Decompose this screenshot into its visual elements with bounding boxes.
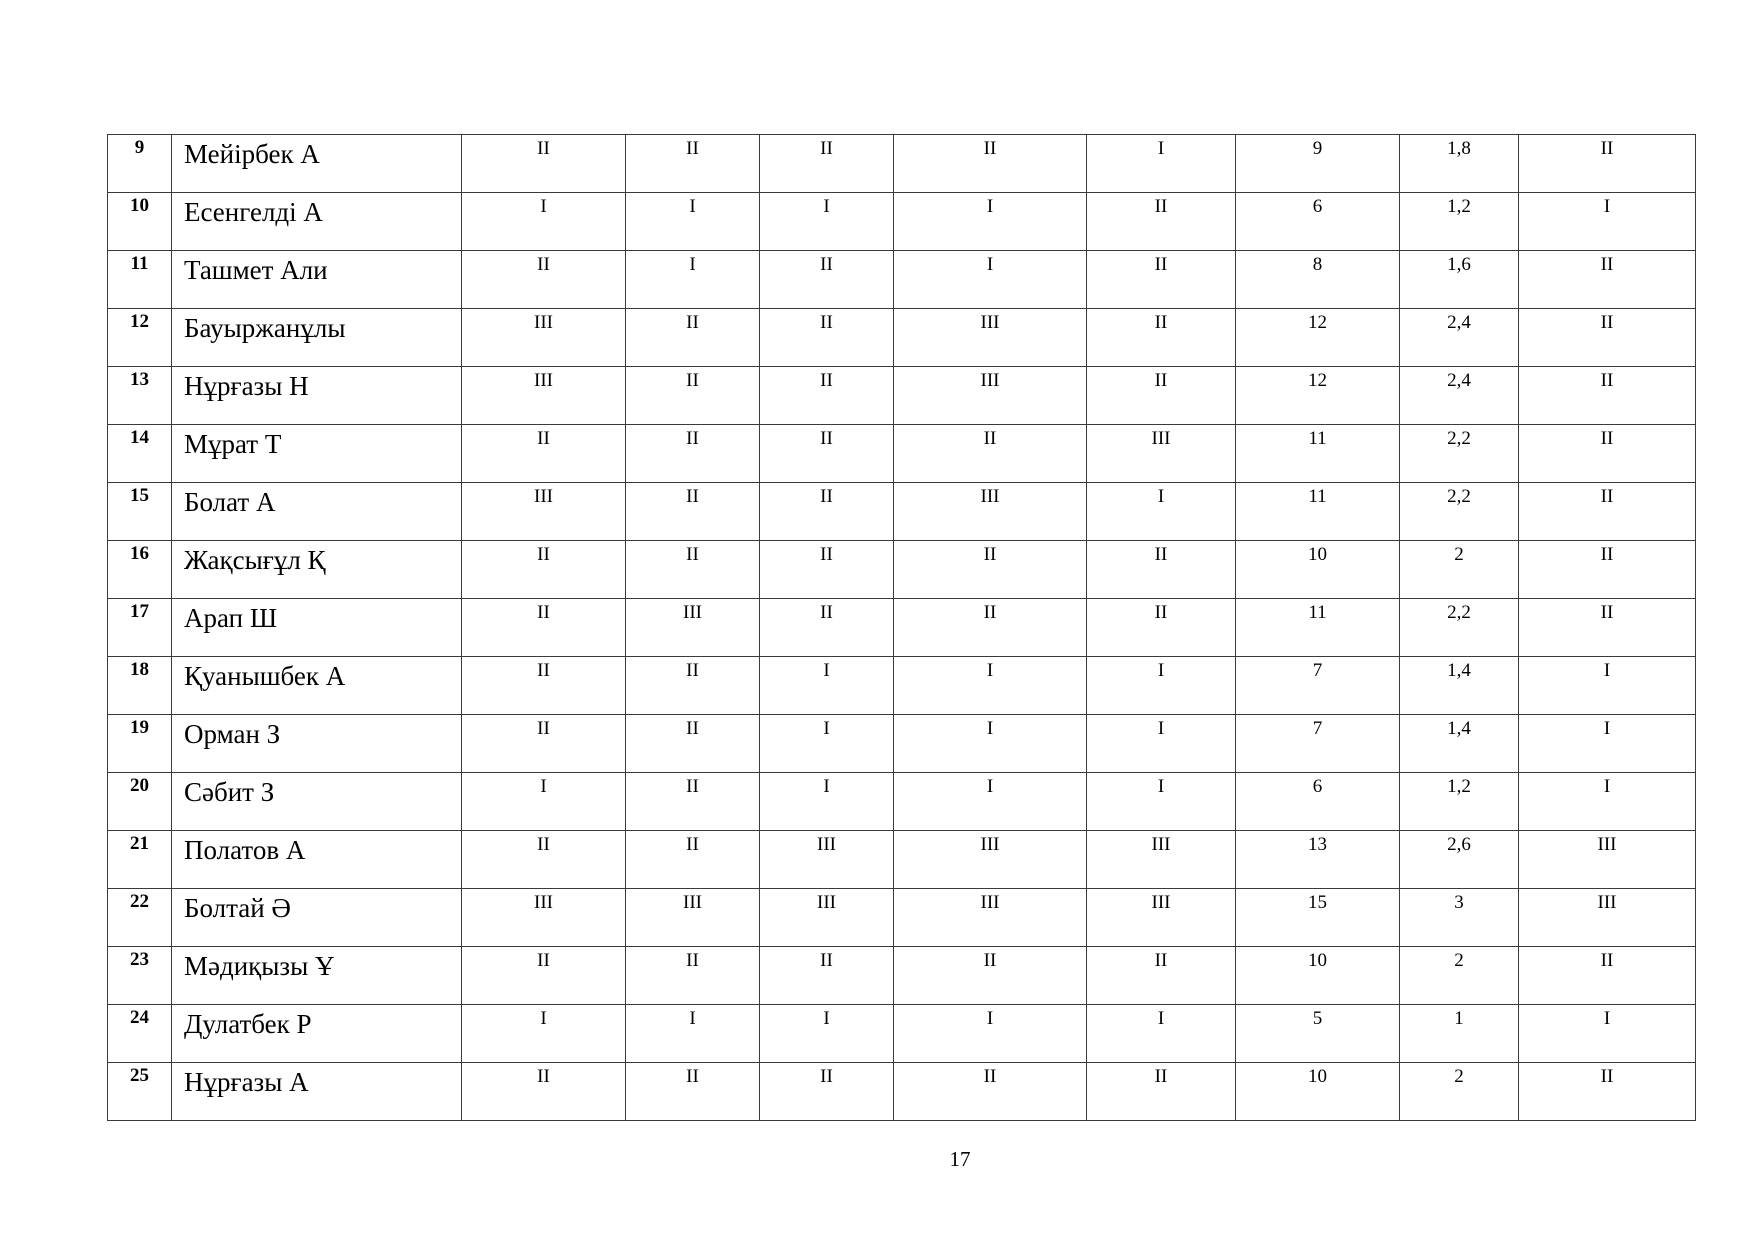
row-number-cell: 22 xyxy=(108,889,172,947)
table-row xyxy=(108,483,1696,541)
value-cell: II xyxy=(1087,1063,1236,1121)
value-cell: 2 xyxy=(1400,1063,1519,1121)
value-cell: II xyxy=(1087,541,1236,599)
value-cell: III xyxy=(462,367,626,425)
table-row xyxy=(108,367,1696,425)
value-cell: III xyxy=(462,483,626,541)
value-cell: I xyxy=(1087,483,1236,541)
value-cell: II xyxy=(1087,367,1236,425)
value-cell: II xyxy=(894,135,1087,193)
value-cell: II xyxy=(760,1063,894,1121)
value-cell: III xyxy=(894,831,1087,889)
student-name-cell: Сәбит З xyxy=(172,773,462,831)
value-cell: 1,4 xyxy=(1400,715,1519,773)
value-cell: II xyxy=(760,425,894,483)
value-cell: II xyxy=(462,599,626,657)
value-cell: II xyxy=(626,657,760,715)
table-row xyxy=(108,135,1696,193)
value-cell: II xyxy=(1519,947,1696,1005)
value-cell: II xyxy=(894,947,1087,1005)
value-cell: II xyxy=(626,1063,760,1121)
table-row xyxy=(108,889,1696,947)
value-cell: 7 xyxy=(1236,657,1400,715)
student-name-cell: Қуанышбек А xyxy=(172,657,462,715)
value-cell: II xyxy=(626,831,760,889)
student-name-cell: Мұрат Т xyxy=(172,425,462,483)
value-cell: I xyxy=(894,715,1087,773)
table-row xyxy=(108,715,1696,773)
value-cell: II xyxy=(760,309,894,367)
student-name-cell: Арап Ш xyxy=(172,599,462,657)
table-body xyxy=(108,135,1696,1121)
value-cell: II xyxy=(760,483,894,541)
row-number-cell: 16 xyxy=(108,541,172,599)
value-cell: II xyxy=(894,1063,1087,1121)
value-cell: 2 xyxy=(1400,541,1519,599)
value-cell: 2,6 xyxy=(1400,831,1519,889)
value-cell: 5 xyxy=(1236,1005,1400,1063)
value-cell: III xyxy=(760,831,894,889)
value-cell: II xyxy=(1519,483,1696,541)
value-cell: II xyxy=(462,831,626,889)
table-row xyxy=(108,1063,1696,1121)
value-cell: I xyxy=(1519,193,1696,251)
value-cell: II xyxy=(626,135,760,193)
value-cell: 10 xyxy=(1236,1063,1400,1121)
value-cell: II xyxy=(626,773,760,831)
value-cell: III xyxy=(1087,831,1236,889)
value-cell: III xyxy=(626,599,760,657)
value-cell: II xyxy=(462,541,626,599)
value-cell: II xyxy=(462,251,626,309)
student-name-cell: Орман З xyxy=(172,715,462,773)
value-cell: 10 xyxy=(1236,541,1400,599)
value-cell: II xyxy=(760,367,894,425)
student-name-cell: Мәдиқызы Ұ xyxy=(172,947,462,1005)
table-row xyxy=(108,947,1696,1005)
table-row xyxy=(108,251,1696,309)
value-cell: III xyxy=(1087,889,1236,947)
value-cell: I xyxy=(894,251,1087,309)
value-cell: I xyxy=(1519,1005,1696,1063)
value-cell: II xyxy=(462,135,626,193)
value-cell: II xyxy=(626,715,760,773)
value-cell: II xyxy=(462,657,626,715)
row-number-cell: 15 xyxy=(108,483,172,541)
results-table xyxy=(107,134,1696,1121)
value-cell: II xyxy=(1519,1063,1696,1121)
value-cell: II xyxy=(626,947,760,1005)
table-row xyxy=(108,1005,1696,1063)
value-cell: 9 xyxy=(1236,135,1400,193)
value-cell: 1,2 xyxy=(1400,193,1519,251)
table-row xyxy=(108,773,1696,831)
value-cell: I xyxy=(894,193,1087,251)
value-cell: II xyxy=(462,947,626,1005)
row-number-cell: 25 xyxy=(108,1063,172,1121)
value-cell: 11 xyxy=(1236,483,1400,541)
value-cell: II xyxy=(1519,367,1696,425)
value-cell: II xyxy=(1519,135,1696,193)
value-cell: 15 xyxy=(1236,889,1400,947)
value-cell: II xyxy=(626,541,760,599)
table-row xyxy=(108,599,1696,657)
value-cell: 1,6 xyxy=(1400,251,1519,309)
row-number-cell: 12 xyxy=(108,309,172,367)
value-cell: II xyxy=(1087,599,1236,657)
value-cell: 12 xyxy=(1236,367,1400,425)
value-cell: I xyxy=(1519,657,1696,715)
value-cell: 6 xyxy=(1236,193,1400,251)
value-cell: II xyxy=(894,599,1087,657)
value-cell: 2,2 xyxy=(1400,483,1519,541)
value-cell: I xyxy=(1087,1005,1236,1063)
row-number-cell: 21 xyxy=(108,831,172,889)
value-cell: 2 xyxy=(1400,947,1519,1005)
value-cell: II xyxy=(760,251,894,309)
value-cell: I xyxy=(894,657,1087,715)
value-cell: III xyxy=(462,889,626,947)
student-name-cell: Мейірбек А xyxy=(172,135,462,193)
value-cell: 1 xyxy=(1400,1005,1519,1063)
value-cell: 2,2 xyxy=(1400,425,1519,483)
value-cell: III xyxy=(626,889,760,947)
student-name-cell: Бауыржанұлы xyxy=(172,309,462,367)
value-cell: I xyxy=(760,1005,894,1063)
table-row xyxy=(108,831,1696,889)
value-cell: I xyxy=(1087,715,1236,773)
value-cell: I xyxy=(1519,773,1696,831)
value-cell: I xyxy=(1087,135,1236,193)
value-cell: III xyxy=(462,309,626,367)
value-cell: 2,4 xyxy=(1400,309,1519,367)
value-cell: II xyxy=(626,483,760,541)
value-cell: I xyxy=(626,1005,760,1063)
student-name-cell: Нұрғазы Н xyxy=(172,367,462,425)
value-cell: II xyxy=(760,947,894,1005)
value-cell: 1,8 xyxy=(1400,135,1519,193)
value-cell: II xyxy=(462,715,626,773)
value-cell: II xyxy=(462,425,626,483)
value-cell: II xyxy=(894,541,1087,599)
value-cell: III xyxy=(894,309,1087,367)
value-cell: 10 xyxy=(1236,947,1400,1005)
value-cell: 2,4 xyxy=(1400,367,1519,425)
value-cell: 13 xyxy=(1236,831,1400,889)
row-number-cell: 19 xyxy=(108,715,172,773)
value-cell: 11 xyxy=(1236,425,1400,483)
value-cell: III xyxy=(894,367,1087,425)
value-cell: I xyxy=(462,1005,626,1063)
value-cell: III xyxy=(1519,889,1696,947)
value-cell: I xyxy=(1087,657,1236,715)
value-cell: I xyxy=(760,193,894,251)
value-cell: II xyxy=(894,425,1087,483)
value-cell: II xyxy=(1519,309,1696,367)
table-row xyxy=(108,425,1696,483)
value-cell: II xyxy=(462,1063,626,1121)
table-row xyxy=(108,193,1696,251)
value-cell: I xyxy=(894,773,1087,831)
row-number-cell: 11 xyxy=(108,251,172,309)
value-cell: I xyxy=(1519,715,1696,773)
row-number-cell: 9 xyxy=(108,135,172,193)
value-cell: I xyxy=(462,193,626,251)
value-cell: II xyxy=(760,599,894,657)
page-number: 17 xyxy=(949,1147,971,1171)
value-cell: III xyxy=(1519,831,1696,889)
value-cell: 7 xyxy=(1236,715,1400,773)
row-number-cell: 17 xyxy=(108,599,172,657)
value-cell: III xyxy=(894,483,1087,541)
value-cell: II xyxy=(760,541,894,599)
row-number-cell: 24 xyxy=(108,1005,172,1063)
value-cell: II xyxy=(1087,251,1236,309)
value-cell: 12 xyxy=(1236,309,1400,367)
value-cell: II xyxy=(1087,309,1236,367)
value-cell: I xyxy=(626,193,760,251)
value-cell: II xyxy=(1519,599,1696,657)
student-name-cell: Полатов А xyxy=(172,831,462,889)
value-cell: I xyxy=(760,773,894,831)
table-row xyxy=(108,309,1696,367)
value-cell: II xyxy=(1519,425,1696,483)
value-cell: 8 xyxy=(1236,251,1400,309)
value-cell: II xyxy=(1519,251,1696,309)
value-cell: II xyxy=(626,425,760,483)
value-cell: II xyxy=(626,367,760,425)
value-cell: 11 xyxy=(1236,599,1400,657)
row-number-cell: 10 xyxy=(108,193,172,251)
value-cell: I xyxy=(626,251,760,309)
student-name-cell: Болтай Ә xyxy=(172,889,462,947)
value-cell: I xyxy=(894,1005,1087,1063)
student-name-cell: Жақсығұл Қ xyxy=(172,541,462,599)
student-name-cell: Болат А xyxy=(172,483,462,541)
value-cell: III xyxy=(760,889,894,947)
value-cell: II xyxy=(1087,193,1236,251)
student-name-cell: Есенгелді А xyxy=(172,193,462,251)
value-cell: 3 xyxy=(1400,889,1519,947)
value-cell: III xyxy=(1087,425,1236,483)
value-cell: I xyxy=(462,773,626,831)
value-cell: II xyxy=(626,309,760,367)
value-cell: II xyxy=(760,135,894,193)
student-name-cell: Дулатбек Р xyxy=(172,1005,462,1063)
value-cell: I xyxy=(1087,773,1236,831)
student-name-cell: Нұрғазы А xyxy=(172,1063,462,1121)
value-cell: II xyxy=(1087,947,1236,1005)
row-number-cell: 20 xyxy=(108,773,172,831)
value-cell: 6 xyxy=(1236,773,1400,831)
row-number-cell: 13 xyxy=(108,367,172,425)
table-row xyxy=(108,541,1696,599)
value-cell: 1,4 xyxy=(1400,657,1519,715)
row-number-cell: 14 xyxy=(108,425,172,483)
value-cell: 1,2 xyxy=(1400,773,1519,831)
row-number-cell: 23 xyxy=(108,947,172,1005)
student-name-cell: Ташмет Али xyxy=(172,251,462,309)
value-cell: III xyxy=(894,889,1087,947)
value-cell: II xyxy=(1519,541,1696,599)
value-cell: I xyxy=(760,715,894,773)
table-row xyxy=(108,657,1696,715)
value-cell: 2,2 xyxy=(1400,599,1519,657)
row-number-cell: 18 xyxy=(108,657,172,715)
value-cell: I xyxy=(760,657,894,715)
